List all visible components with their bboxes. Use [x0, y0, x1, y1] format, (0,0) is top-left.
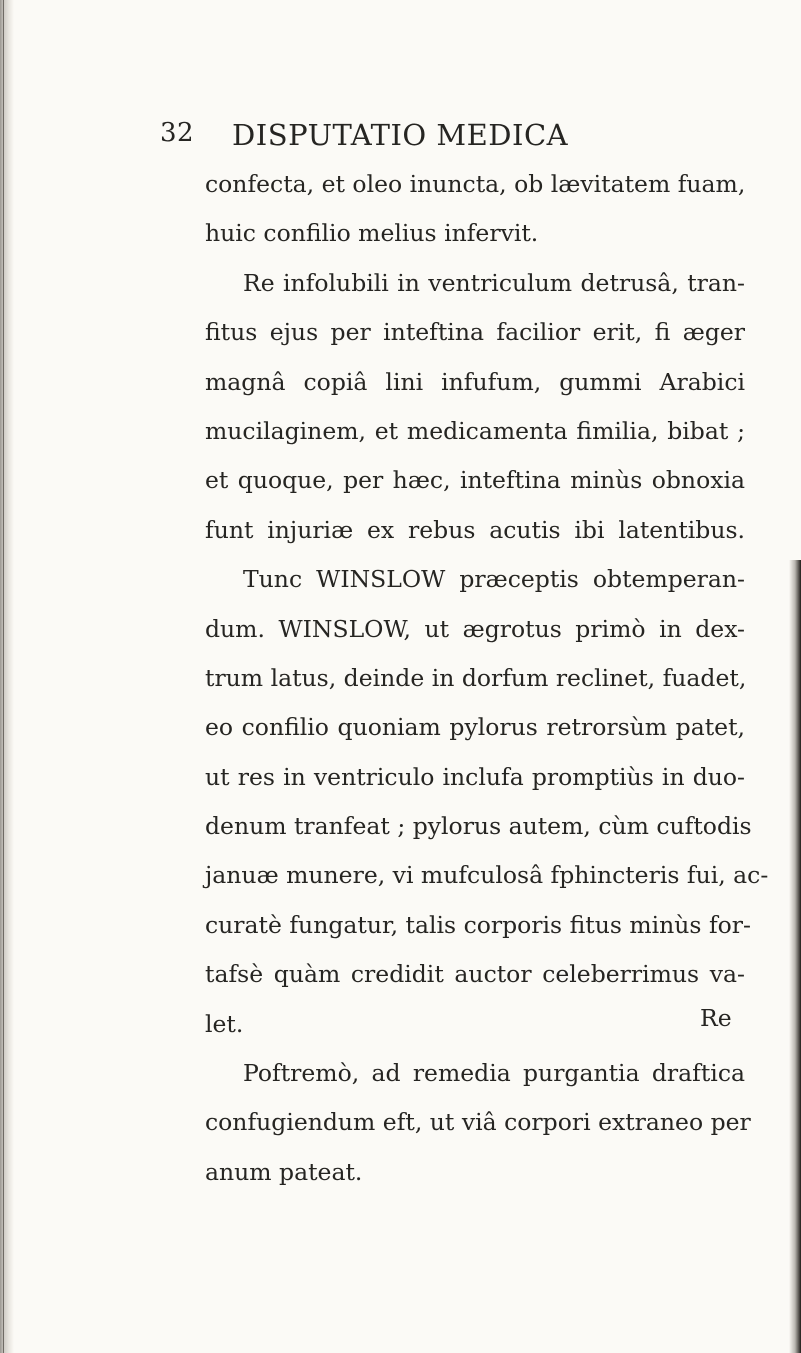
- text-line: confecta, et oleo inuncta, ob lævitatem fuam,: [205, 170, 746, 198]
- text-line: dum. WINSLOW, ut ægrotus primò in dex-: [205, 614, 745, 643]
- text-line: trum latus, deinde in dorfum reclinet, fuadet,: [205, 663, 747, 692]
- catchword: Re: [700, 1004, 732, 1032]
- text-line: ut res in ventriculo inclufa promptiùs in duo-: [205, 762, 745, 791]
- text-line: mucilaginem, et medicamenta fimilia, bibat ;: [205, 416, 745, 445]
- text-line: Tunc WINSLOW præceptis obtemperan-: [243, 565, 745, 594]
- text-line: et quoque, per hæc, inteftina minùs obnoxia: [205, 466, 745, 495]
- text-line: fitus ejus per inteftina facilior erit, fi æger: [205, 318, 745, 347]
- text-line: denum tranfeat ; pylorus autem, cùm cuftodis: [205, 812, 752, 841]
- running-header: [160, 118, 720, 158]
- page-number: 32: [160, 118, 195, 148]
- text-line: confugiendum eft, ut viâ corpori extraneo per: [205, 1108, 751, 1137]
- text-line: januæ munere, vi mufculosâ fphincteris fui, ac-: [205, 861, 769, 890]
- body-text: [205, 160, 769, 1197]
- text-line: let.: [205, 1009, 244, 1038]
- running-title: DISPUTATIO MEDICA: [232, 118, 569, 152]
- text-line: anum pateat.: [205, 1157, 363, 1186]
- text-line: magnâ copiâ lini infufum, gummi Arabici: [205, 367, 745, 396]
- text-line: funt injuriæ ex rebus acutis ibi latentibus.: [205, 515, 745, 544]
- text-line: curatè fungatur, talis corporis fitus minùs for-: [205, 910, 751, 939]
- page-edge-shadow: [789, 560, 801, 1353]
- text-line: huic confilio melius infervit.: [205, 219, 539, 248]
- text-line: tafsè quàm credidit auctor celeberrimus va-: [205, 960, 745, 989]
- text-line: Re infolubili in ventriculum detrusâ, tran-: [243, 268, 745, 297]
- text-line: Poftremò, ad remedia purgantia draftica: [243, 1059, 745, 1088]
- text-line: eo confilio quoniam pylorus retrorsùm patet,: [205, 713, 745, 742]
- binding-edge: [0, 0, 14, 1353]
